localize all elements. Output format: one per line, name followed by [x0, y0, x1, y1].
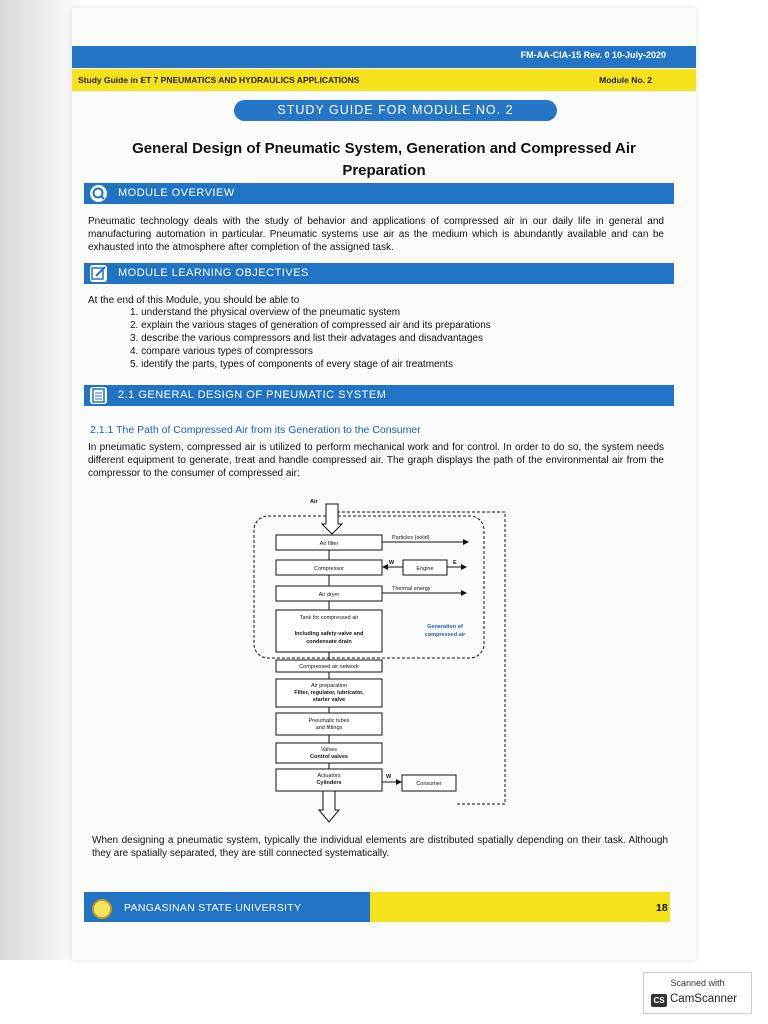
scan-shadow: [0, 0, 80, 960]
actuators-label-1: Actuators: [317, 773, 341, 779]
actuators-label-2: Cylinders: [316, 780, 342, 786]
w-output-label: W: [386, 774, 392, 780]
tubes-label-2: and fittings: [315, 725, 343, 731]
overview-section-bar: [84, 183, 674, 204]
network-label: Compressed air network: [299, 664, 359, 670]
objective-item: 4. compare various types of compressors: [130, 346, 313, 357]
e-label: E: [453, 560, 457, 566]
form-code: FM-AA-CIA-15 Rev. 0 10-July-2020: [520, 50, 666, 60]
valves-label-2: Control valves: [310, 754, 348, 760]
compressor-label: Compressor: [314, 566, 344, 572]
study-guide-banner: STUDY GUIDE FOR MODULE NO. 2: [234, 100, 557, 121]
valves-box: [276, 743, 382, 763]
page-number: 18: [656, 902, 668, 914]
generation-label-2: compressed air: [424, 632, 466, 638]
objectives-intro: At the end of this Module, you should be able to: [88, 295, 300, 306]
objective-item: 5. identify the parts, types of components of every stage of air treatments: [130, 359, 453, 370]
overview-text: Pneumatic technology deals with the study of behavior and applications of compressed air in our daily life in general and manufacturing automation in particular. Pneumatic systems use air as the medium which is abundantly available and can be exhausted into the atmosphere after completion of the assigned task.: [88, 216, 664, 253]
section-2-1-heading: 2.1 GENERAL DESIGN OF PNEUMATIC SYSTEM: [118, 389, 387, 401]
watermark-line2: CamScanner: [670, 993, 738, 1005]
compressed-air-path-diagram: [240, 494, 520, 824]
objective-item: 2. explain the various stages of generation of compressed air and its preparations: [130, 320, 491, 331]
tubes-label-1: Pneumatic tubes: [308, 718, 350, 724]
tubes-box: [276, 713, 382, 735]
engine-label: Engine: [416, 566, 434, 572]
section-2-1-bar: [84, 385, 674, 406]
air-inlet-arrow: [322, 504, 342, 534]
document-page: [72, 8, 696, 960]
edit-icon: [90, 265, 107, 282]
page-title-line1: General Design of Pneumatic System, Generation and Compressed Air: [132, 140, 636, 157]
footer-yellow-bar: [370, 892, 670, 922]
closing-text: When designing a pneumatic system, typically the individual elements are distributed spatially depending on their task. Although they are spatially separated, they are still connected systematically.: [92, 835, 668, 859]
consumer-label: Consumer: [416, 781, 442, 787]
objective-item: 3. describe the various compressors and list their advatages and disadvantages: [130, 333, 483, 344]
university-seal-icon: [92, 899, 112, 919]
prep-label-3: starter valve: [312, 697, 346, 703]
course-title: Study Guide in ET 7 PNEUMATICS AND HYDRAULICS APPLICATIONS: [78, 75, 360, 85]
search-icon: [90, 185, 107, 202]
particles-label: Particles (solid): [392, 535, 430, 541]
w-label: W: [389, 560, 395, 566]
thermal-label: Thermal energy: [392, 586, 431, 592]
generation-label-1: Generation of: [427, 624, 463, 630]
camscanner-logo-icon: CS: [651, 994, 667, 1007]
prep-label-1: Air preparation: [310, 683, 348, 689]
valves-label-1: Valves: [320, 747, 338, 753]
air-label: Air: [310, 499, 318, 505]
section-2-1-text: In pneumatic system, compressed air is utilized to perform mechanical work and for control. In order to do so, the system needs different equipment to generate, treat and handle compressed air. The graph displays the path of the environmental air from the compressor to the consumer of compressed air:: [88, 442, 664, 479]
output-arrow: [319, 791, 339, 822]
tank-label: Tank for compressed air: [299, 615, 359, 621]
watermark-line1: Scanned with: [670, 978, 725, 988]
objectives-heading: MODULE LEARNING OBJECTIVES: [118, 267, 309, 279]
document-icon: [90, 387, 107, 404]
camscanner-watermark: [643, 972, 752, 1014]
page-title: [82, 138, 686, 182]
university-name: PANGASINAN STATE UNIVERSITY: [124, 902, 302, 914]
objectives-section-bar: [84, 263, 674, 284]
air-filter-label: Air filter: [319, 541, 339, 547]
tank-sub1: Including safety-valve and: [294, 631, 364, 637]
overview-heading: MODULE OVERVIEW: [118, 187, 235, 199]
air-dryer-label: Air dryer: [318, 592, 340, 598]
objective-item: 1. understand the physical overview of the pneumatic system: [130, 307, 401, 318]
prep-label-2: Filter, regulator, lubricator,: [294, 690, 364, 696]
page-title-line2: Preparation: [342, 162, 426, 179]
tank-sub2: condensate drain: [306, 639, 352, 645]
section-2-1-1-subheading: 2.1.1 The Path of Compressed Air from its Generation to the Consumer: [90, 424, 421, 436]
module-number: Module No. 2: [599, 75, 652, 85]
